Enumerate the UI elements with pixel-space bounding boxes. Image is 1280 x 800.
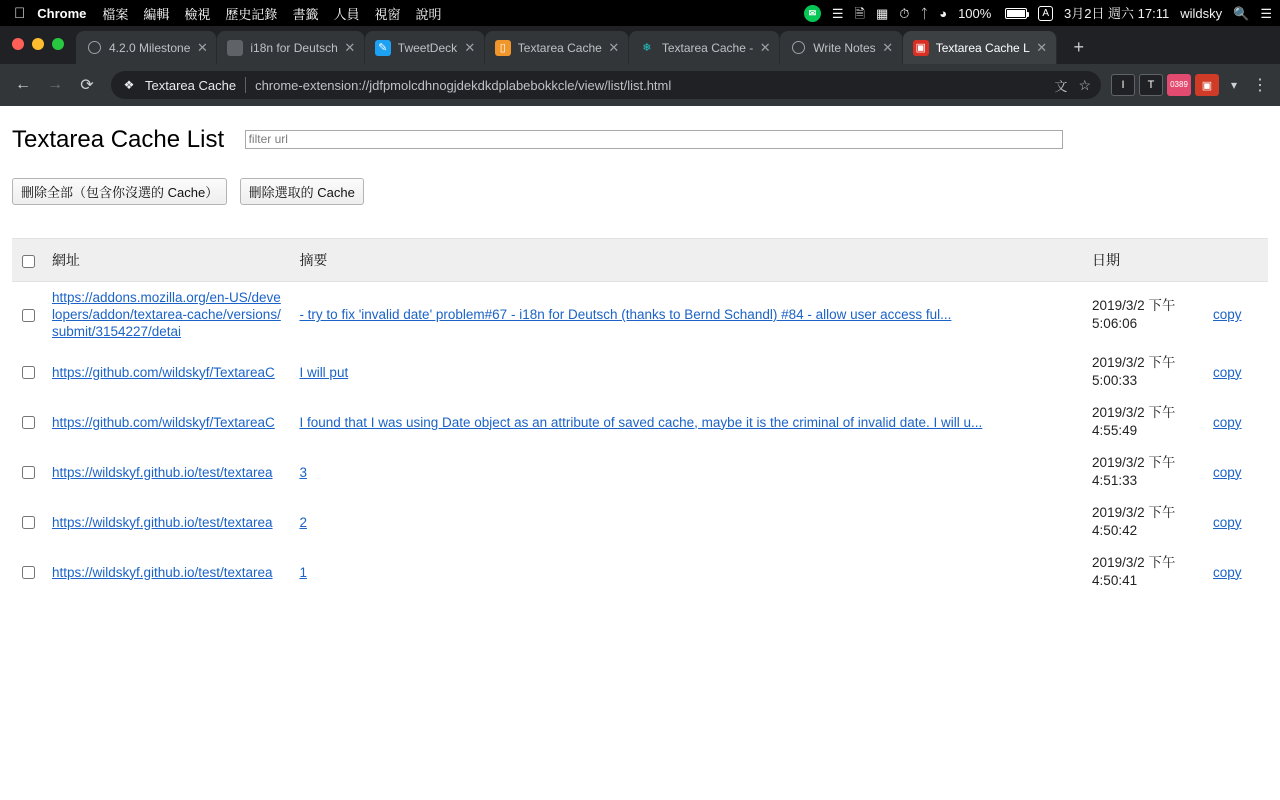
tab-4.2.0-milestone[interactable] [76, 31, 217, 64]
tab-label: TweetDeck [397, 40, 458, 55]
tab-textarea-cache-2[interactable] [629, 31, 780, 64]
row-summary-link[interactable]: I found that I was using Date object as an attribute of saved cache, maybe it is the criminal of invalid date. I will u... [299, 414, 983, 430]
input-source-indicator[interactable]: A [1038, 6, 1053, 21]
table-header-row [12, 239, 1268, 282]
menu-item-help[interactable]: 說明 [404, 6, 431, 22]
close-icon[interactable]: ✕ [759, 39, 771, 55]
row-summary-link[interactable]: 1 [299, 564, 307, 580]
column-header-summary[interactable]: 摘要 [291, 239, 1084, 282]
url-text: chrome-extension://jdfpmolcdhnogjdekdkdplabebokkcle/view/list/list.html [255, 77, 672, 93]
row-select-cell [12, 397, 44, 447]
row-summary-link[interactable]: I will put [299, 364, 349, 380]
row-url-link[interactable]: https://wildskyf.github.io/test/textarea [51, 564, 273, 580]
delete-selected-button[interactable]: 刪除選取的 Cache [240, 178, 364, 205]
calendar-grid-icon[interactable]: ▦ [875, 5, 889, 21]
menu-item-view[interactable]: 檢視 [173, 6, 200, 22]
tab-label: i18n for Deutsch [250, 40, 338, 55]
delete-all-button[interactable]: 刪除全部（包含你沒選的 Cache） [12, 178, 227, 205]
row-url-link[interactable]: https://github.com/wildskyf/TextareaC [51, 414, 275, 430]
tab-textarea-cache-1[interactable] [485, 31, 629, 64]
omnibox-divider [245, 77, 246, 93]
menu-bar-list-icon[interactable]: ☰ [831, 5, 844, 21]
menubar-username[interactable]: wildsky [1180, 5, 1223, 21]
menubar-datetime[interactable]: 3月2日 週六 17:11 [1063, 5, 1170, 21]
back-button[interactable]: ← [15, 76, 31, 93]
row-url-cell [44, 447, 292, 497]
maximize-window-button[interactable] [52, 38, 64, 50]
battery-icon[interactable] [1002, 8, 1027, 19]
close-icon[interactable]: ✕ [1036, 39, 1048, 55]
bluetooth-icon[interactable]: ᛏ [920, 5, 929, 21]
row-checkbox[interactable] [22, 466, 35, 479]
actions-toolbar [12, 178, 1268, 205]
menu-item-bookmarks[interactable]: 書籤 [281, 6, 308, 22]
omnibox-actions [1044, 76, 1091, 95]
row-summary-cell [291, 447, 1084, 497]
row-action-cell [1205, 282, 1268, 348]
menu-item-edit[interactable]: 編輯 [132, 6, 159, 22]
menu-item-history[interactable]: 歷史記錄 [214, 6, 267, 22]
macos-menubar [0, 0, 1280, 26]
row-select-cell [12, 282, 44, 348]
row-date-cell: 2019/3/2 下午 4:50:42 [1092, 505, 1176, 538]
row-summary-cell [291, 282, 1084, 348]
copy-link[interactable]: copy [1213, 307, 1242, 322]
wifi-icon[interactable]: ◕ [939, 5, 948, 21]
table-row [12, 397, 1268, 447]
row-url-link[interactable]: https://wildskyf.github.io/test/textarea [51, 514, 273, 530]
row-date-cell: 2019/3/2 下午 5:06:06 [1092, 297, 1176, 331]
row-select-cell [12, 547, 44, 597]
table-row [12, 497, 1268, 547]
clock-history-icon[interactable]: ⏱ [899, 5, 910, 21]
battery-percent: 100% [958, 5, 992, 21]
row-action-cell [1205, 447, 1268, 497]
row-url-cell [44, 397, 292, 447]
row-checkbox[interactable] [22, 516, 35, 529]
new-tab-button[interactable]: + [1073, 36, 1084, 57]
row-url-cell [44, 497, 292, 547]
address-bar[interactable] [111, 71, 1101, 99]
row-date-cell: 2019/3/2 下午 5:00:33 [1092, 355, 1176, 388]
cache-table [12, 238, 1268, 597]
table-row [12, 282, 1268, 348]
row-date-cell: 2019/3/2 下午 4:51:33 [1092, 455, 1176, 488]
table-row [12, 547, 1268, 597]
tab-label: Textarea Cache L [935, 40, 1030, 55]
close-icon[interactable]: ✕ [344, 39, 356, 55]
select-all-header [12, 239, 44, 282]
copy-link[interactable]: copy [1213, 364, 1242, 380]
row-url-link[interactable]: https://github.com/wildskyf/TextareaC [51, 364, 275, 380]
filter-url-input[interactable] [245, 130, 1063, 149]
active-app-name[interactable]: Chrome [26, 5, 76, 21]
extension-pink-icon[interactable]: 0389 [1167, 74, 1191, 96]
row-summary-link[interactable]: 2 [299, 514, 307, 530]
tab-label: Write Notes [813, 40, 876, 55]
table-row [12, 347, 1268, 397]
row-checkbox[interactable] [22, 309, 35, 322]
window-controls[interactable] [12, 38, 64, 50]
chrome-window [0, 26, 1280, 800]
menu-item-window[interactable]: 視窗 [363, 6, 390, 22]
row-select-cell [12, 497, 44, 547]
row-checkbox[interactable] [22, 416, 35, 429]
copy-link[interactable]: copy [1213, 564, 1242, 580]
row-url-cell [44, 547, 292, 597]
orange-extension-icon: ▯ [495, 40, 511, 56]
row-summary-cell [291, 497, 1084, 547]
browser-toolbar [0, 64, 1280, 106]
tab-strip [0, 26, 1280, 64]
star-icon[interactable]: ☆ [1078, 76, 1091, 93]
column-header-actions [1205, 239, 1268, 282]
translate-icon[interactable]: 文 [1054, 78, 1068, 94]
table-row [12, 447, 1268, 497]
row-summary-cell [291, 397, 1084, 447]
row-url-link[interactable]: https://wildskyf.github.io/test/textarea [51, 464, 273, 480]
spotlight-search-icon[interactable]: 🔍 [1233, 5, 1250, 21]
forward-button[interactable]: → [47, 76, 63, 93]
tab-textarea-cache-list-active[interactable] [903, 31, 1057, 64]
row-summary-link[interactable]: - try to fix 'invalid date' problem#67 - i18n for Deutsch (thanks to Bernd Schandl) #84 - allow user access ful... [299, 307, 952, 322]
apple-icon[interactable] [14, 6, 25, 21]
page-title: Textarea Cache List [12, 126, 225, 153]
copy-link[interactable]: copy [1213, 464, 1242, 480]
reload-button[interactable]: ⟳ [80, 77, 94, 94]
chevron-down-icon[interactable]: ▾ [1230, 78, 1238, 92]
copy-link[interactable]: copy [1213, 414, 1242, 430]
row-select-cell [12, 447, 44, 497]
row-date-cell: 2019/3/2 下午 4:55:49 [1092, 405, 1176, 438]
column-header-date[interactable]: 日期 [1084, 239, 1205, 282]
notebook-icon[interactable]: 🗎 [854, 5, 865, 21]
teal-extension-icon: ❄ [642, 42, 652, 54]
menubar-tray [804, 5, 1272, 22]
line-app-icon[interactable]: ✉ [804, 5, 821, 22]
row-select-cell [12, 347, 44, 397]
row-summary-cell [291, 347, 1084, 397]
row-action-cell [1205, 497, 1268, 547]
tab-write-notes[interactable] [780, 31, 902, 64]
menu-item-file[interactable]: 檔案 [91, 6, 118, 22]
row-action-cell [1205, 547, 1268, 597]
site-name: Textarea Cache [145, 77, 237, 93]
select-all-checkbox[interactable] [22, 255, 35, 268]
minimize-window-button[interactable] [32, 38, 44, 50]
tab-i18n-for-deutsch[interactable] [217, 31, 364, 64]
close-icon[interactable]: ✕ [464, 39, 476, 55]
extension-info-icon[interactable]: I [1111, 74, 1135, 96]
document-icon [227, 40, 243, 56]
page-viewport [0, 106, 1280, 800]
globe-icon [86, 40, 102, 56]
twitter-icon: ✎ [375, 40, 391, 56]
puzzle-icon: ❖ [123, 78, 135, 92]
row-action-cell [1205, 347, 1268, 397]
row-url-link[interactable]: https://addons.mozilla.org/en-US/developers/addon/textarea-cache/versions/submit/3154227/detai [51, 290, 281, 339]
tab-label: Textarea Cache - [661, 40, 754, 55]
close-window-button[interactable] [12, 38, 24, 50]
close-icon[interactable]: ✕ [882, 39, 894, 55]
red-extension-icon: ▣ [913, 40, 929, 56]
row-checkbox[interactable] [22, 366, 35, 379]
notification-center-icon[interactable]: ☰ [1260, 5, 1272, 21]
row-summary-cell [291, 547, 1084, 597]
row-action-cell [1205, 397, 1268, 447]
tab-label: 4.2.0 Milestone [109, 40, 191, 55]
close-icon[interactable]: ✕ [608, 39, 620, 55]
row-url-cell [44, 347, 292, 397]
globe-icon [790, 40, 806, 56]
row-summary-link[interactable]: 3 [299, 464, 307, 480]
row-checkbox[interactable] [22, 566, 35, 579]
three-dots-icon[interactable]: ⋮ [1252, 77, 1268, 94]
row-date-cell: 2019/3/2 下午 4:50:41 [1092, 555, 1176, 588]
column-header-url[interactable]: 網址 [44, 239, 292, 282]
extension-red-icon[interactable]: ▣ [1195, 74, 1219, 96]
copy-link[interactable]: copy [1213, 514, 1242, 530]
menu-item-people[interactable]: 人員 [322, 6, 349, 22]
tab-tweetdeck[interactable] [365, 31, 485, 64]
row-url-cell [44, 282, 292, 348]
tab-label: Textarea Cache [517, 40, 602, 55]
close-icon[interactable]: ✕ [196, 39, 208, 55]
extension-text-icon[interactable]: T [1139, 74, 1163, 96]
